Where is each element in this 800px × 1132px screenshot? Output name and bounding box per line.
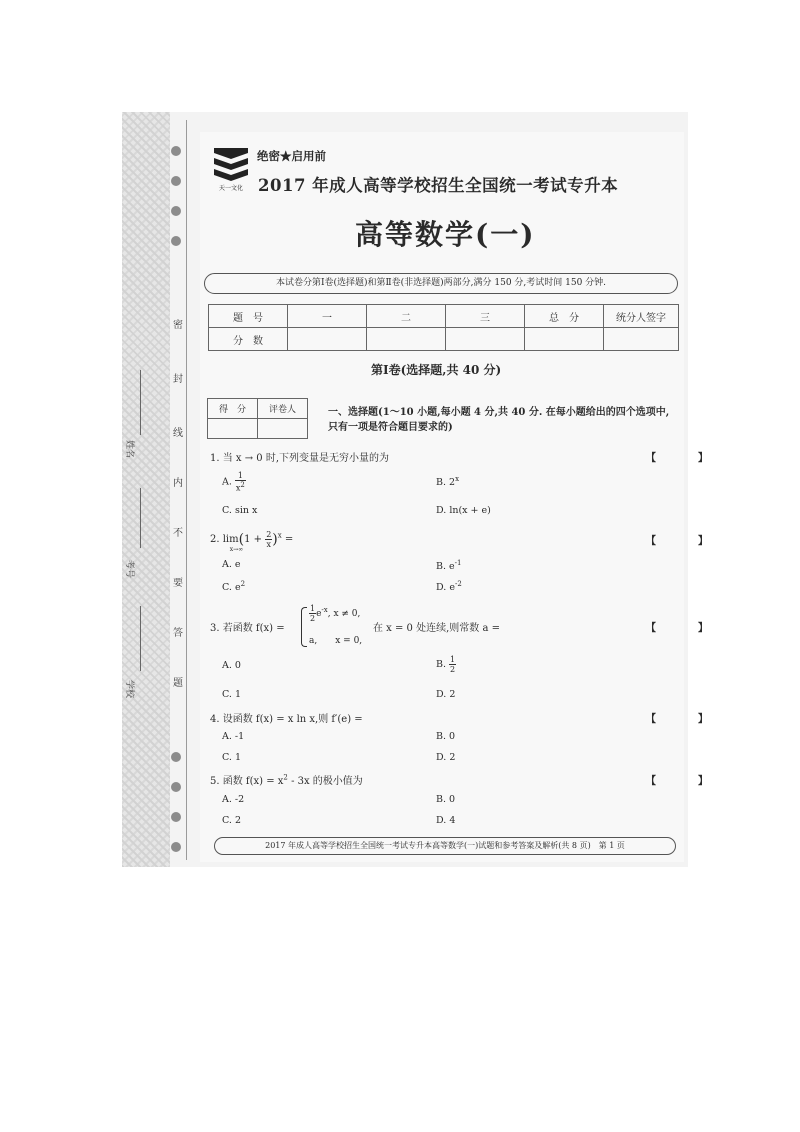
q2-exponent: x	[277, 531, 282, 540]
score-header-part3: 三	[446, 305, 525, 328]
q3-case1-exponent: -x	[321, 606, 328, 614]
q3-b-numerator: 1	[450, 655, 456, 664]
q1-a-numerator: 1	[235, 471, 246, 481]
question-5-stem	[210, 772, 363, 787]
q3-case1-denominator: 2	[310, 614, 316, 623]
q3-piecewise-brace	[301, 607, 307, 647]
q4-option-c[interactable]: C. 1	[222, 752, 242, 763]
q5-stem-end: - 3x 的极小值为	[287, 776, 363, 787]
q2-paren-open: (	[238, 531, 245, 548]
q4-option-b[interactable]: B. 0	[436, 731, 456, 742]
name-fill-line	[140, 370, 141, 435]
q3-option-b-prefix: B.	[436, 659, 450, 670]
q2-denominator: x	[266, 540, 271, 549]
q1-option-c[interactable]: C. sin x	[222, 505, 258, 516]
question-4-stem: 4. 设函数 f(x) = x ln x,则 f′(e) =	[210, 714, 363, 725]
q2-option-b-text: B. e	[436, 561, 455, 573]
question-3-number: 3. 若函数 f(x) =	[210, 623, 285, 634]
binding-hole	[171, 176, 181, 186]
q2-lim-text: lim	[222, 534, 239, 545]
q3-option-b[interactable]	[436, 655, 456, 674]
exam-title: 2017 年成人高等学校招生全国统一考试专升本	[258, 176, 619, 195]
subject-title: 高等数学(一)	[355, 218, 536, 251]
q3-case-2: a, x = 0,	[309, 636, 363, 646]
seal-char: 密	[173, 320, 183, 331]
score-header-signature: 统分人签字	[604, 305, 679, 328]
footer-text: 2017 年成人高等学校招生全国统一考试专升本高等数学(一)试题和参考答案及解析(共 8 页) 第 1 页	[265, 841, 625, 850]
q5-option-b[interactable]: B. 0	[436, 794, 456, 805]
q2-option-c[interactable]	[222, 580, 245, 593]
school-label: 学校	[124, 680, 134, 699]
q3-case1-condition: , x ≠ 0,	[327, 609, 361, 619]
exam-info-text: 本试卷分第Ⅰ卷(选择题)和第Ⅱ卷(非选择题)两部分,满分 150 分,考试时间 150 分钟.	[275, 278, 607, 288]
score-header-question: 题 号	[209, 305, 288, 328]
q3-option-b-fraction	[449, 655, 456, 674]
seal-char: 线	[173, 428, 183, 439]
part-one-instructions: 一、选择题(1～10 小题,每小题 4 分,共 40 分. 在每小题给出的四个选项中,只有一项是符合题目要求的)	[328, 407, 670, 433]
binding-hole	[171, 236, 181, 246]
q3-stem-condition: 在 x = 0 处连续,则常数 a =	[373, 623, 500, 634]
q5-option-a[interactable]: A. -2	[222, 794, 245, 805]
q3-case1-numerator: 1	[310, 604, 316, 613]
q5-option-d[interactable]: D. 4	[436, 815, 456, 826]
q2-paren-close: )	[272, 531, 278, 548]
q2-option-d-exponent: -2	[454, 580, 462, 588]
q2-option-d-text: D. e	[436, 582, 455, 594]
q3-b-denominator: 2	[450, 665, 456, 674]
q2-option-d[interactable]	[436, 580, 462, 593]
grader-name-header: 评卷人	[258, 399, 308, 419]
binding-hole	[171, 782, 181, 792]
q2-option-b-exponent: -1	[454, 559, 462, 567]
score-cell[interactable]	[604, 328, 679, 351]
seal-char: 封	[173, 374, 183, 385]
q1-option-a-fraction	[235, 471, 246, 493]
answer-bracket-1[interactable]: 【 】	[646, 453, 724, 464]
q1-option-b-exponent: x	[455, 475, 460, 483]
q2-option-a[interactable]: A. e	[222, 559, 241, 570]
binding-hole	[171, 842, 181, 852]
name-label: 姓名	[124, 440, 134, 459]
score-cell[interactable]	[446, 328, 525, 351]
seal-char: 题	[173, 678, 183, 689]
exam-info-box	[204, 273, 678, 294]
score-row-label: 分 数	[209, 328, 288, 351]
seal-char: 要	[173, 578, 183, 589]
q4-option-d[interactable]: D. 2	[436, 752, 456, 763]
q3-option-a[interactable]: A. 0	[222, 660, 241, 671]
answer-bracket-5[interactable]: 【 】	[646, 776, 724, 787]
q2-option-c-text: C. e	[222, 582, 241, 594]
school-fill-line	[140, 606, 141, 671]
question-1-stem: 1. 当 x → 0 时,下列变量是无穷小量的为	[210, 453, 389, 464]
q2-equals: =	[281, 534, 294, 545]
score-header-part1: 一	[288, 305, 367, 328]
binding-hole	[171, 752, 181, 762]
q4-option-a[interactable]: A. -1	[222, 731, 245, 742]
q2-one-plus: 1 +	[244, 534, 266, 545]
q1-a-den-base: x	[235, 483, 241, 493]
q5-stem-exponent: 2	[283, 773, 288, 782]
grader-table	[207, 398, 308, 439]
q3-case-1	[309, 604, 360, 623]
score-cell[interactable]	[525, 328, 604, 351]
seal-char: 不	[173, 528, 183, 539]
seal-char: 内	[173, 478, 183, 489]
score-cell[interactable]	[288, 328, 367, 351]
logo-text: 天一文化	[218, 186, 244, 192]
publisher-logo	[212, 146, 250, 192]
grader-score-cell[interactable]	[208, 419, 258, 439]
q3-case1-base: e	[316, 609, 322, 619]
answer-bracket-3[interactable]: 【 】	[646, 623, 724, 634]
score-header-part2: 二	[367, 305, 446, 328]
binding-hole	[171, 146, 181, 156]
q1-option-a[interactable]	[222, 471, 246, 493]
page-footer	[214, 837, 676, 855]
q3-option-c[interactable]: C. 1	[222, 689, 242, 700]
grader-name-cell[interactable]	[258, 419, 308, 439]
q2-limit	[222, 534, 244, 553]
q1-a-denominator	[235, 481, 246, 493]
q2-option-b[interactable]	[436, 559, 461, 572]
q2-lim-subscript: x→∞	[229, 546, 244, 553]
score-cell[interactable]	[367, 328, 446, 351]
binding-margin-pattern	[122, 112, 170, 867]
q1-option-a-prefix: A.	[222, 476, 235, 488]
score-header-total: 总 分	[525, 305, 604, 328]
section-title: 第Ⅰ卷(选择题,共 40 分)	[371, 363, 502, 377]
grader-score-header: 得 分	[208, 399, 258, 419]
q5-option-c[interactable]: C. 2	[222, 815, 242, 826]
q3-option-d[interactable]: D. 2	[436, 689, 456, 700]
binding-line	[186, 120, 187, 860]
q1-a-den-exponent: 2	[240, 481, 245, 489]
q1-option-b[interactable]	[436, 475, 459, 488]
q2-option-c-exponent: 2	[240, 580, 246, 588]
question-2-stem	[210, 530, 294, 553]
binding-hole	[171, 206, 181, 216]
binding-hole	[171, 812, 181, 822]
q1-option-b-text: B. 2	[436, 477, 456, 489]
answer-bracket-4[interactable]: 【 】	[646, 714, 724, 725]
score-table	[208, 304, 679, 351]
seal-char: 答	[173, 628, 183, 639]
q1-option-d[interactable]: D. ln(x + e)	[436, 505, 491, 516]
q2-number: 2.	[210, 534, 223, 545]
answer-bracket-2[interactable]: 【 】	[646, 536, 724, 547]
confidential-label: 绝密★启用前	[257, 149, 326, 163]
exam-number-label: 考号	[124, 560, 134, 579]
q5-stem-start: 5. 函数 f(x) = x	[210, 776, 284, 787]
exam-number-fill-line	[140, 488, 141, 548]
q2-numerator: 2	[266, 530, 272, 539]
